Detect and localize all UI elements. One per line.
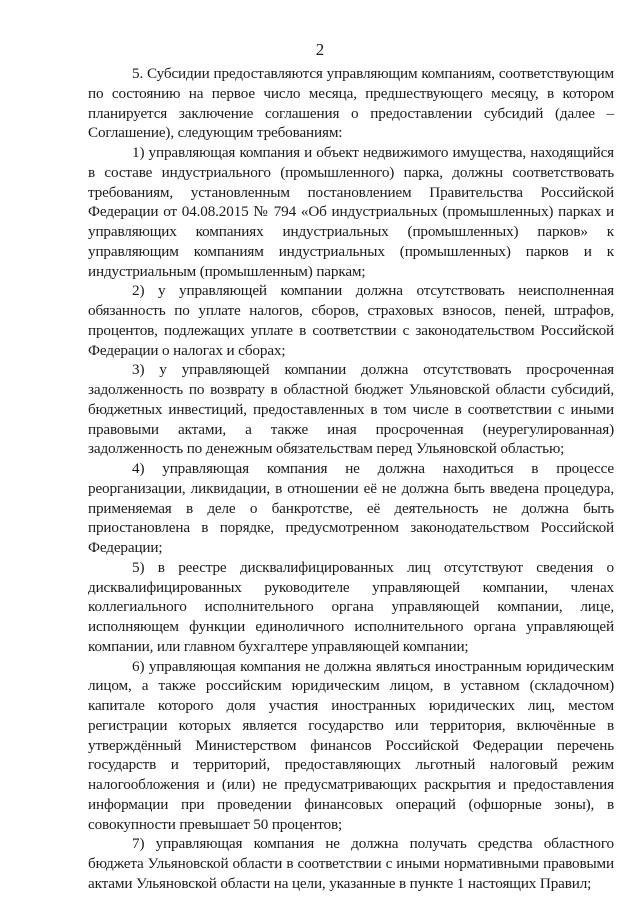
page-number: 2 [315, 40, 325, 59]
paragraph-subitem-1: 1) управляющая компания и объект недвижимого имущества, находящийся в составе индустриального (промышленного) парка, должны соответствовать требованиям, установленным постановлением Правительства Российской Федерации от 04.08.2015 № 794 «Об индустриальных (промышленных) парках и управляющих компаниях индустриальных (промышленных) парков» к управляющим компаниям индустриальных (промышленных) парков и к индустриальным (промышленным) паркам; [88, 144, 614, 280]
paragraph-item-5: 5. Субсидии предоставляются управляющим компаниям, соответствующим по состоянию на первое число месяца, предшествующего месяцу, в котором планируется заключение соглашения о предоставлении субсидий (далее – Соглашение), следующим требованиям: [88, 65, 614, 142]
document-body [88, 64, 614, 894]
paragraph-subitem-5: 5) в реестре дисквалифицированных лиц отсутствуют сведения о дисквалифицированных руководителе управляющей компании, членах коллегиального исполнительного органа управляющей компании, лице, исполняющем функции единоличного исполнительного органа управляющей компании, или главном бухгалтере управляющей компании; [88, 558, 614, 655]
paragraph-subitem-7: 7) управляющая компания не должна получать средства областного бюджета Ульяновской области в соответствии с иными нормативными правовыми актами Ульяновской области на цели, указанные в пункте 1 настоящих Правил; [88, 835, 614, 892]
paragraph-subitem-2: 2) у управляющей компании должна отсутствовать неисполненная обязанность по уплате налогов, сборов, страховых взносов, пеней, штрафов, процентов, подлежащих уплате в соответствии с законодательством Российской Федерации о налогах и сборах; [88, 282, 614, 359]
paragraph-subitem-3: 3) у управляющей компании должна отсутствовать просроченная задолженность по возврату в областной бюджет Ульяновской области субсидий, бюджетных инвестиций, предоставленных в том числе в соответствии с иными правовыми актами, а также иная просроченная (неурегулированная) задолженность по денежным обязательствам перед Ульяновской областью; [88, 361, 614, 458]
paragraph-subitem-6: 6) управляющая компания не должна являться иностранным юридическим лицом, а также российским юридическим лицом, в уставном (складочном) капитале которого доля участия иностранных юридических лиц, местом регистрации которых является государство или территория, включённые в утверждённый Министерством финансов Российской Федерации перечень государств и территорий, предоставляющих льготный налоговый режим налогообложения и (или) не предусматривающих раскрытия и предоставления информации при проведении финансовых операций (офшорные зоны), в совокупности превышает 50 процентов; [88, 657, 614, 833]
paragraph-subitem-4: 4) управляющая компания не должна находиться в процессе реорганизации, ликвидации, в отношении её не должна быть введена процедура, применяемая в деле о банкротстве, её деятельность не должна быть приостановлена в порядке, предусмотренном законодательством Российской Федерации; [88, 460, 614, 556]
